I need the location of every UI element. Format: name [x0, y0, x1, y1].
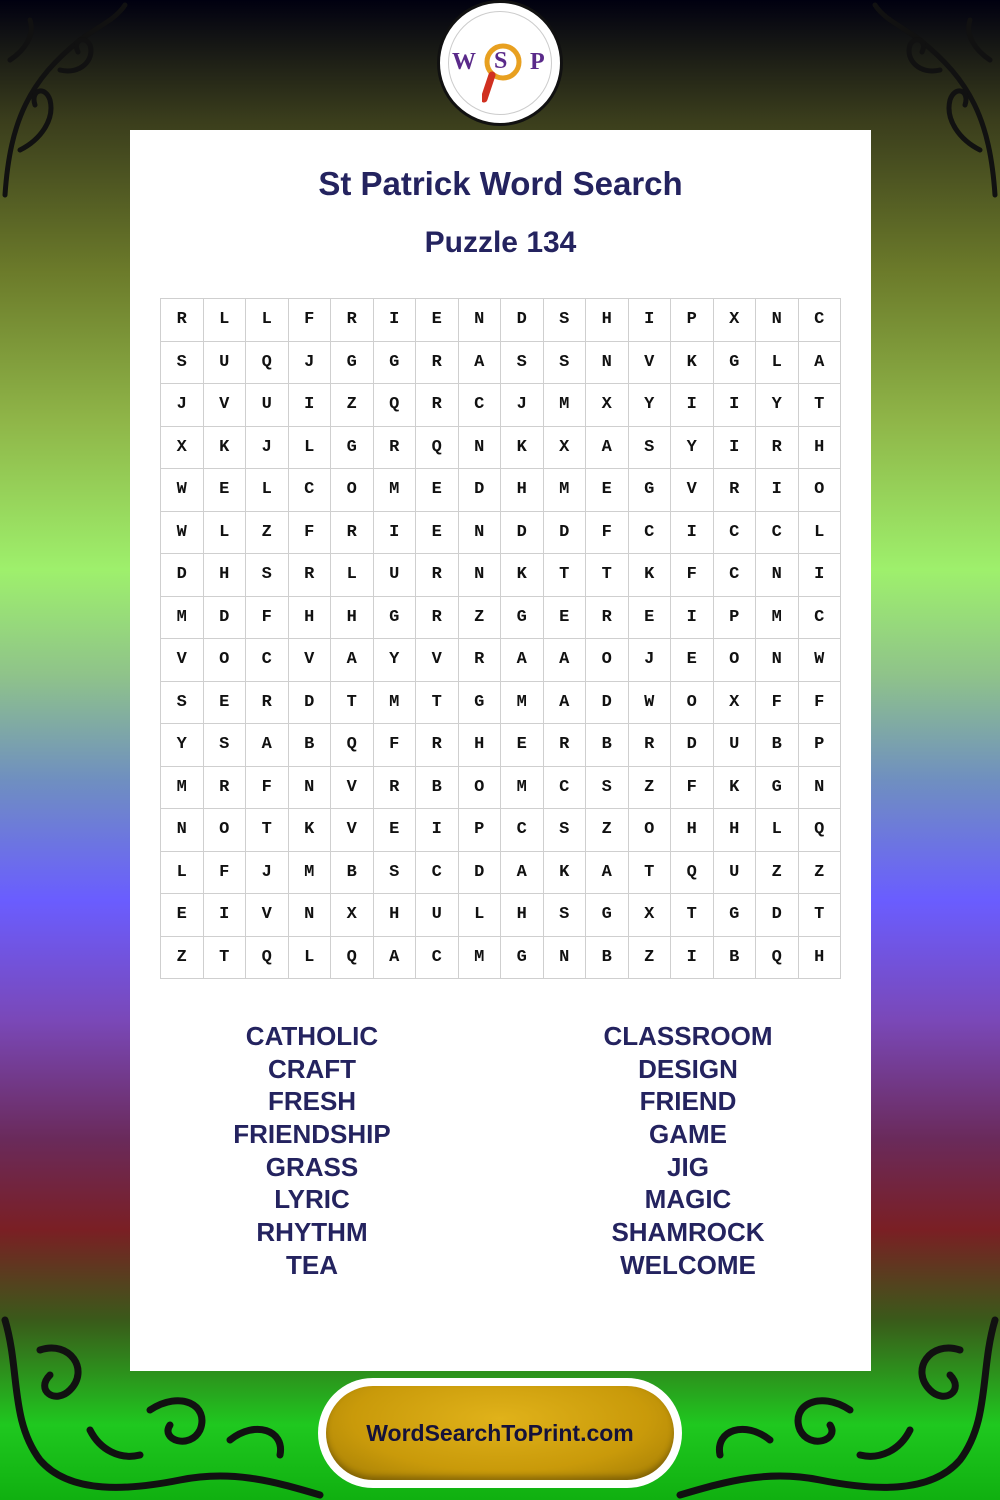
grid-cell[interactable]: H: [459, 724, 502, 767]
grid-cell[interactable]: P: [799, 724, 842, 767]
grid-cell[interactable]: B: [714, 937, 757, 980]
grid-cell[interactable]: I: [671, 512, 714, 555]
grid-cell[interactable]: R: [544, 724, 587, 767]
grid-cell[interactable]: T: [629, 852, 672, 895]
grid-cell[interactable]: G: [714, 342, 757, 385]
grid-cell[interactable]: Z: [629, 767, 672, 810]
word-list-item: FRESH: [267, 1086, 357, 1117]
word-list-item: CRAFT: [267, 1053, 357, 1084]
grid-cell[interactable]: M: [756, 597, 799, 640]
grid-cell[interactable]: S: [544, 299, 587, 342]
grid-cell[interactable]: N: [544, 937, 587, 980]
grid-cell[interactable]: A: [374, 937, 417, 980]
grid-cell[interactable]: Z: [161, 937, 204, 980]
grid-cell[interactable]: Q: [799, 809, 842, 852]
grid-cell[interactable]: R: [416, 554, 459, 597]
grid-cell[interactable]: G: [331, 342, 374, 385]
grid-cell[interactable]: O: [204, 639, 247, 682]
grid-cell[interactable]: X: [714, 299, 757, 342]
word-list-item: GAME: [649, 1119, 727, 1150]
word-list-item: RHYTHM: [256, 1217, 368, 1248]
grid-cell[interactable]: D: [459, 852, 502, 895]
grid-cell[interactable]: C: [289, 469, 332, 512]
grid-cell[interactable]: A: [544, 682, 587, 725]
grid-cell[interactable]: R: [629, 724, 672, 767]
grid-cell[interactable]: L: [204, 299, 247, 342]
grid-cell[interactable]: A: [501, 852, 544, 895]
grid-cell[interactable]: A: [799, 342, 842, 385]
grid-cell[interactable]: Q: [246, 342, 289, 385]
grid-cell[interactable]: N: [756, 639, 799, 682]
grid-cell[interactable]: S: [204, 724, 247, 767]
grid-cell[interactable]: R: [374, 427, 417, 470]
grid-cell[interactable]: R: [714, 469, 757, 512]
word-list-item: GRASS: [265, 1151, 359, 1182]
puzzle-title: St Patrick Word Search: [318, 165, 683, 202]
grid-cell[interactable]: L: [161, 852, 204, 895]
grid-cell[interactable]: C: [246, 639, 289, 682]
grid-cell[interactable]: D: [756, 894, 799, 937]
grid-cell[interactable]: T: [671, 894, 714, 937]
puzzle-panel: [130, 130, 871, 1371]
ornament-top-right: [870, 0, 1000, 200]
grid-cell[interactable]: E: [374, 809, 417, 852]
grid-cell[interactable]: E: [416, 299, 459, 342]
grid-cell[interactable]: H: [671, 809, 714, 852]
grid-cell[interactable]: N: [459, 427, 502, 470]
grid-cell[interactable]: R: [331, 299, 374, 342]
website-label: WordSearchToPrint.com: [366, 1419, 634, 1446]
grid-cell[interactable]: K: [544, 852, 587, 895]
grid-cell[interactable]: S: [161, 682, 204, 725]
grid-cell[interactable]: Y: [671, 427, 714, 470]
grid-cell[interactable]: T: [544, 554, 587, 597]
grid-cell[interactable]: D: [459, 469, 502, 512]
grid-cell[interactable]: X: [714, 682, 757, 725]
grid-cell[interactable]: C: [714, 512, 757, 555]
grid-cell[interactable]: F: [586, 512, 629, 555]
site-logo[interactable]: [437, 0, 563, 126]
grid-cell[interactable]: G: [374, 342, 417, 385]
grid-cell[interactable]: A: [586, 427, 629, 470]
grid-cell[interactable]: L: [289, 427, 332, 470]
grid-cell[interactable]: E: [416, 512, 459, 555]
grid-cell[interactable]: F: [246, 767, 289, 810]
word-list-left: [162, 1020, 462, 1282]
grid-cell[interactable]: S: [586, 767, 629, 810]
word-list-right: [538, 1020, 838, 1282]
word-list-item: DESIGN: [638, 1053, 738, 1084]
grid-cell[interactable]: M: [161, 597, 204, 640]
grid-cell[interactable]: N: [459, 554, 502, 597]
grid-cell[interactable]: B: [416, 767, 459, 810]
grid-cell[interactable]: N: [586, 342, 629, 385]
grid-cell[interactable]: Z: [331, 384, 374, 427]
grid-cell[interactable]: S: [501, 342, 544, 385]
word-list-item: CATHOLIC: [245, 1021, 379, 1051]
grid-cell[interactable]: T: [586, 554, 629, 597]
grid-cell[interactable]: E: [629, 597, 672, 640]
grid-cell[interactable]: V: [416, 639, 459, 682]
grid-cell[interactable]: W: [629, 682, 672, 725]
grid-cell[interactable]: H: [714, 809, 757, 852]
grid-cell[interactable]: O: [459, 767, 502, 810]
grid-cell[interactable]: N: [756, 554, 799, 597]
grid-cell[interactable]: L: [756, 342, 799, 385]
grid-cell[interactable]: J: [246, 427, 289, 470]
grid-cell[interactable]: I: [289, 384, 332, 427]
grid-cell[interactable]: S: [544, 894, 587, 937]
grid-cell[interactable]: C: [544, 767, 587, 810]
grid-cell[interactable]: R: [756, 427, 799, 470]
grid-cell[interactable]: Y: [756, 384, 799, 427]
grid-cell[interactable]: T: [799, 894, 842, 937]
grid-cell[interactable]: J: [501, 384, 544, 427]
grid-cell[interactable]: N: [161, 809, 204, 852]
grid-cell[interactable]: B: [586, 937, 629, 980]
grid-cell[interactable]: I: [756, 469, 799, 512]
grid-cell[interactable]: L: [204, 512, 247, 555]
grid-cell[interactable]: E: [416, 469, 459, 512]
grid-cell[interactable]: T: [246, 809, 289, 852]
grid-cell[interactable]: C: [799, 597, 842, 640]
grid-cell[interactable]: R: [246, 682, 289, 725]
grid-cell[interactable]: N: [459, 299, 502, 342]
grid-cell[interactable]: O: [714, 639, 757, 682]
grid-cell[interactable]: J: [629, 639, 672, 682]
grid-cell[interactable]: Y: [374, 639, 417, 682]
grid-cell[interactable]: U: [714, 724, 757, 767]
grid-cell[interactable]: I: [799, 554, 842, 597]
word-list-item: SHAMROCK: [611, 1217, 765, 1248]
grid-cell[interactable]: O: [799, 469, 842, 512]
grid-cell[interactable]: H: [374, 894, 417, 937]
grid-cell[interactable]: L: [246, 299, 289, 342]
word-list-item: FRIEND: [639, 1086, 737, 1117]
grid-cell[interactable]: T: [204, 937, 247, 980]
grid-cell[interactable]: K: [671, 342, 714, 385]
grid-cell[interactable]: Y: [629, 384, 672, 427]
grid-cell[interactable]: R: [416, 384, 459, 427]
grid-cell[interactable]: F: [204, 852, 247, 895]
grid-cell[interactable]: H: [204, 554, 247, 597]
grid-cell[interactable]: Q: [331, 724, 374, 767]
grid-cell[interactable]: D: [501, 512, 544, 555]
grid-cell[interactable]: L: [289, 937, 332, 980]
grid-cell[interactable]: E: [204, 469, 247, 512]
grid-cell[interactable]: I: [416, 809, 459, 852]
grid-cell[interactable]: I: [629, 299, 672, 342]
letter-grid: [160, 298, 841, 979]
grid-cell[interactable]: V: [629, 342, 672, 385]
grid-cell[interactable]: G: [459, 682, 502, 725]
grid-cell[interactable]: T: [799, 384, 842, 427]
grid-cell[interactable]: S: [161, 342, 204, 385]
grid-cell[interactable]: M: [544, 384, 587, 427]
grid-cell[interactable]: M: [544, 469, 587, 512]
grid-cell[interactable]: X: [161, 427, 204, 470]
grid-cell[interactable]: R: [161, 299, 204, 342]
grid-cell[interactable]: L: [246, 469, 289, 512]
grid-cell[interactable]: Q: [671, 852, 714, 895]
grid-cell[interactable]: B: [289, 724, 332, 767]
grid-cell[interactable]: F: [246, 597, 289, 640]
grid-cell[interactable]: G: [501, 937, 544, 980]
grid-cell[interactable]: C: [714, 554, 757, 597]
grid-cell[interactable]: I: [714, 384, 757, 427]
grid-cell[interactable]: E: [161, 894, 204, 937]
grid-cell[interactable]: H: [289, 597, 332, 640]
grid-cell[interactable]: E: [586, 469, 629, 512]
grid-cell[interactable]: V: [331, 809, 374, 852]
grid-cell[interactable]: P: [714, 597, 757, 640]
grid-cell[interactable]: S: [629, 427, 672, 470]
grid-cell[interactable]: R: [374, 767, 417, 810]
grid-cell[interactable]: O: [204, 809, 247, 852]
grid-cell[interactable]: I: [714, 427, 757, 470]
grid-cell[interactable]: H: [799, 427, 842, 470]
grid-cell[interactable]: Q: [756, 937, 799, 980]
grid-cell[interactable]: D: [204, 597, 247, 640]
grid-cell[interactable]: G: [331, 427, 374, 470]
grid-cell[interactable]: R: [289, 554, 332, 597]
logo-letter-s: S: [494, 48, 508, 74]
grid-cell[interactable]: L: [331, 554, 374, 597]
grid-cell[interactable]: Y: [161, 724, 204, 767]
grid-cell[interactable]: F: [799, 682, 842, 725]
grid-cell[interactable]: U: [374, 554, 417, 597]
grid-cell[interactable]: T: [331, 682, 374, 725]
grid-cell[interactable]: Z: [629, 937, 672, 980]
grid-cell[interactable]: F: [374, 724, 417, 767]
grid-cell[interactable]: J: [246, 852, 289, 895]
grid-cell[interactable]: T: [416, 682, 459, 725]
grid-cell[interactable]: P: [671, 299, 714, 342]
grid-cell[interactable]: G: [756, 767, 799, 810]
word-list-item: TEA: [286, 1249, 338, 1280]
grid-cell[interactable]: X: [586, 384, 629, 427]
grid-cell[interactable]: A: [331, 639, 374, 682]
grid-cell[interactable]: R: [416, 597, 459, 640]
grid-cell[interactable]: F: [671, 767, 714, 810]
grid-cell[interactable]: M: [374, 682, 417, 725]
grid-cell[interactable]: U: [714, 852, 757, 895]
word-list-item: JIG: [667, 1151, 709, 1182]
grid-cell[interactable]: N: [289, 894, 332, 937]
grid-cell[interactable]: U: [246, 384, 289, 427]
grid-cell[interactable]: M: [501, 767, 544, 810]
grid-cell[interactable]: H: [331, 597, 374, 640]
grid-cell[interactable]: A: [544, 639, 587, 682]
grid-cell[interactable]: D: [161, 554, 204, 597]
grid-cell[interactable]: V: [671, 469, 714, 512]
grid-cell[interactable]: D: [501, 299, 544, 342]
grid-cell[interactable]: C: [629, 512, 672, 555]
grid-cell[interactable]: E: [204, 682, 247, 725]
grid-cell[interactable]: N: [289, 767, 332, 810]
word-list-item: WELCOME: [620, 1249, 756, 1280]
grid-cell[interactable]: R: [204, 767, 247, 810]
grid-cell[interactable]: H: [501, 469, 544, 512]
grid-cell[interactable]: I: [204, 894, 247, 937]
grid-cell[interactable]: E: [501, 724, 544, 767]
grid-cell[interactable]: O: [586, 639, 629, 682]
grid-cell[interactable]: K: [501, 554, 544, 597]
grid-cell[interactable]: O: [629, 809, 672, 852]
grid-cell[interactable]: N: [459, 512, 502, 555]
grid-cell[interactable]: B: [331, 852, 374, 895]
grid-cell[interactable]: X: [629, 894, 672, 937]
grid-cell[interactable]: Q: [331, 937, 374, 980]
word-list-item: CLASSROOM: [603, 1021, 773, 1051]
grid-cell[interactable]: S: [544, 342, 587, 385]
grid-cell[interactable]: K: [629, 554, 672, 597]
grid-cell[interactable]: S: [374, 852, 417, 895]
grid-cell[interactable]: E: [544, 597, 587, 640]
grid-cell[interactable]: X: [544, 427, 587, 470]
grid-cell[interactable]: G: [501, 597, 544, 640]
grid-cell[interactable]: C: [416, 852, 459, 895]
grid-cell[interactable]: R: [331, 512, 374, 555]
grid-cell[interactable]: Z: [459, 597, 502, 640]
word-list-item: LYRIC: [274, 1184, 350, 1215]
grid-cell[interactable]: H: [501, 894, 544, 937]
grid-cell[interactable]: K: [289, 809, 332, 852]
grid-cell[interactable]: Q: [246, 937, 289, 980]
grid-cell[interactable]: C: [459, 384, 502, 427]
grid-cell[interactable]: Z: [246, 512, 289, 555]
ornament-top-left: [0, 0, 130, 200]
grid-cell[interactable]: U: [204, 342, 247, 385]
grid-cell[interactable]: N: [799, 767, 842, 810]
grid-cell[interactable]: D: [671, 724, 714, 767]
logo-letter-w: W: [452, 49, 476, 75]
grid-cell[interactable]: O: [331, 469, 374, 512]
grid-cell[interactable]: L: [459, 894, 502, 937]
grid-cell[interactable]: H: [799, 937, 842, 980]
grid-cell[interactable]: V: [246, 894, 289, 937]
grid-cell[interactable]: G: [586, 894, 629, 937]
word-list-item: FRIENDSHIP: [233, 1119, 391, 1150]
grid-cell[interactable]: Q: [374, 384, 417, 427]
grid-cell[interactable]: S: [246, 554, 289, 597]
grid-cell[interactable]: V: [204, 384, 247, 427]
grid-cell[interactable]: B: [756, 724, 799, 767]
grid-cell[interactable]: F: [671, 554, 714, 597]
grid-cell[interactable]: O: [671, 682, 714, 725]
grid-cell[interactable]: D: [586, 682, 629, 725]
grid-cell[interactable]: R: [586, 597, 629, 640]
grid-cell[interactable]: I: [671, 384, 714, 427]
grid-cell[interactable]: F: [289, 299, 332, 342]
grid-cell[interactable]: G: [374, 597, 417, 640]
grid-cell[interactable]: V: [161, 639, 204, 682]
grid-cell[interactable]: W: [799, 639, 842, 682]
grid-cell[interactable]: Z: [756, 852, 799, 895]
grid-cell[interactable]: R: [416, 342, 459, 385]
grid-cell[interactable]: W: [161, 469, 204, 512]
grid-cell[interactable]: M: [374, 469, 417, 512]
grid-cell[interactable]: J: [289, 342, 332, 385]
grid-cell[interactable]: K: [204, 427, 247, 470]
grid-cell[interactable]: A: [459, 342, 502, 385]
grid-cell[interactable]: I: [374, 299, 417, 342]
grid-cell[interactable]: B: [586, 724, 629, 767]
word-list-item: MAGIC: [644, 1184, 732, 1215]
grid-cell[interactable]: R: [459, 639, 502, 682]
grid-cell[interactable]: A: [501, 639, 544, 682]
grid-cell[interactable]: Z: [799, 852, 842, 895]
grid-cell[interactable]: L: [799, 512, 842, 555]
grid-cell[interactable]: I: [671, 937, 714, 980]
grid-cell[interactable]: C: [416, 937, 459, 980]
puzzle-subtitle: Puzzle 134: [424, 226, 577, 259]
grid-cell[interactable]: D: [544, 512, 587, 555]
grid-cell[interactable]: M: [289, 852, 332, 895]
grid-cell[interactable]: M: [459, 937, 502, 980]
grid-cell[interactable]: X: [331, 894, 374, 937]
grid-cell[interactable]: Z: [586, 809, 629, 852]
grid-cell[interactable]: M: [501, 682, 544, 725]
grid-cell[interactable]: U: [416, 894, 459, 937]
grid-cell[interactable]: K: [501, 427, 544, 470]
grid-cell[interactable]: D: [289, 682, 332, 725]
grid-cell[interactable]: M: [161, 767, 204, 810]
grid-cell[interactable]: S: [544, 809, 587, 852]
grid-cell[interactable]: F: [756, 682, 799, 725]
website-button-face: [326, 1386, 674, 1480]
grid-cell[interactable]: E: [671, 639, 714, 682]
grid-cell[interactable]: V: [331, 767, 374, 810]
grid-cell[interactable]: A: [586, 852, 629, 895]
grid-cell[interactable]: C: [756, 512, 799, 555]
grid-cell[interactable]: I: [374, 512, 417, 555]
grid-cell[interactable]: G: [629, 469, 672, 512]
grid-cell[interactable]: G: [714, 894, 757, 937]
grid-cell[interactable]: C: [799, 299, 842, 342]
grid-cell[interactable]: Q: [416, 427, 459, 470]
grid-cell[interactable]: C: [501, 809, 544, 852]
grid-cell[interactable]: K: [714, 767, 757, 810]
website-button[interactable]: [318, 1378, 682, 1488]
grid-cell[interactable]: A: [246, 724, 289, 767]
grid-cell[interactable]: J: [161, 384, 204, 427]
grid-cell[interactable]: L: [756, 809, 799, 852]
logo-letter-p: P: [530, 49, 545, 75]
grid-cell[interactable]: P: [459, 809, 502, 852]
grid-cell[interactable]: W: [161, 512, 204, 555]
grid-cell[interactable]: R: [416, 724, 459, 767]
grid-cell[interactable]: H: [586, 299, 629, 342]
grid-cell[interactable]: I: [671, 597, 714, 640]
grid-cell[interactable]: N: [756, 299, 799, 342]
grid-cell[interactable]: V: [289, 639, 332, 682]
grid-cell[interactable]: F: [289, 512, 332, 555]
